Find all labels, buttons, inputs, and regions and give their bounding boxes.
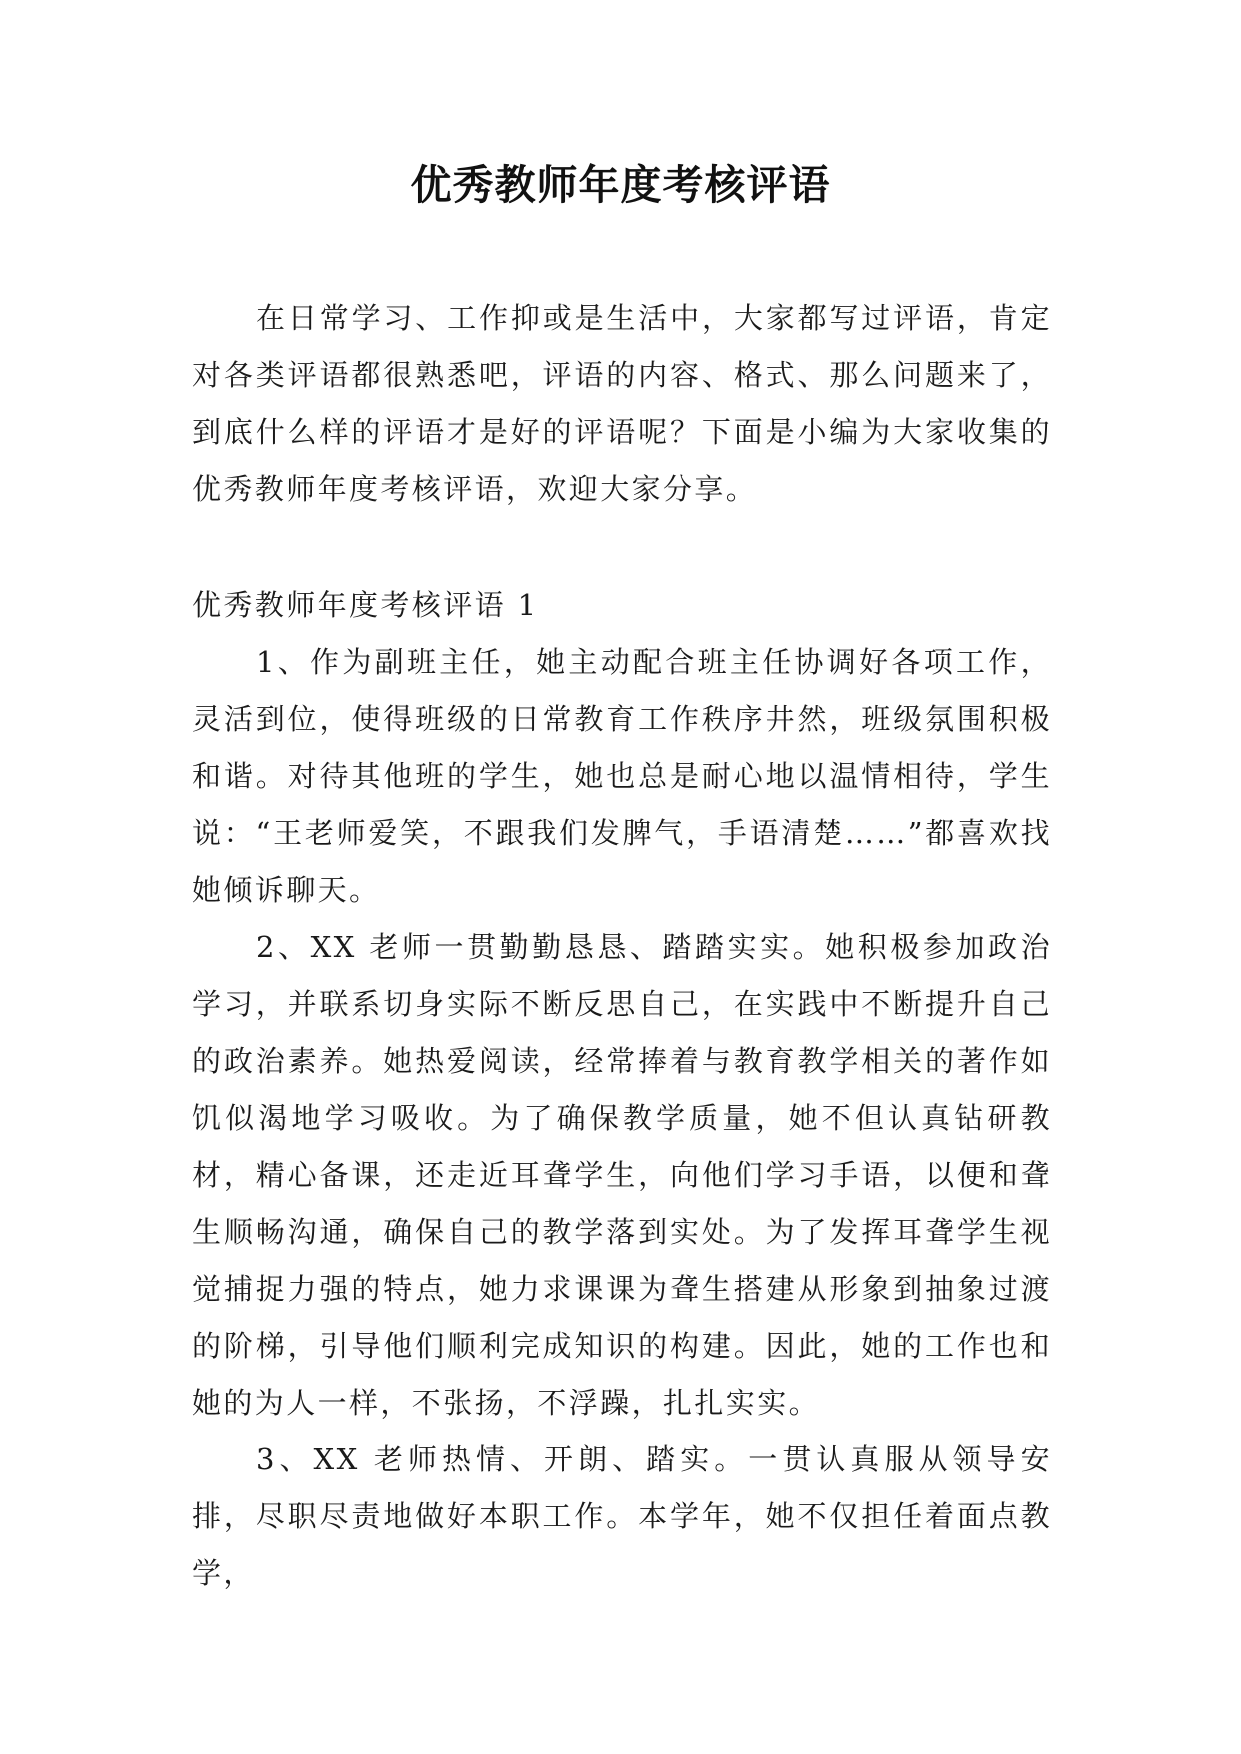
comment-item-1: 1、作为副班主任，她主动配合班主任协调好各项工作，灵活到位，使得班级的日常教育工作秩序井然，班级氛围积极和谐。对待其他班的学生，她也总是耐心地以温情相待，学生说：“王老师爱笑，不跟我们发脾气，手语清楚……”都喜欢找她倾诉聊天。 xyxy=(192,645,1052,907)
comment-item-2: 2、XX 老师一贯勤勤恳恳、踏踏实实。她积极参加政治学习，并联系切身实际不断反思自己，在实践中不断提升自己的政治素养。她热爱阅读，经常捧着与教育教学相关的著作如饥似渴地学习吸收。为了确保教学质量，她不但认真钻研教材，精心备课，还走近耳聋学生，向他们学习手语，以便和聋生顺畅沟通，确保自己的教学落到实处。为了发挥耳聋学生视觉捕捉力强的特点，她力求课课为聋生搭建从形象到抽象过渡的阶梯，引导他们顺利完成知识的构建。因此，她的工作也和她的为人一样，不张扬，不浮躁，扎扎实实。 xyxy=(192,930,1052,1420)
intro-paragraph: 在日常学习、工作抑或是生活中，大家都写过评语，肯定对各类评语都很熟悉吧，评语的内容、格式、那么问题来了，到底什么样的评语才是好的评语呢？下面是小编为大家收集的优秀教师年度考核评语，欢迎大家分享。 xyxy=(192,301,1052,506)
document-title: 优秀教师年度考核评语 xyxy=(410,161,831,209)
comment-item-3: 3、XX 老师热情、开朗、踏实。一贯认真服从领导安排，尽职尽责地做好本职工作。本学年，她不仅担任着面点教学， xyxy=(192,1442,1052,1590)
section-heading: 优秀教师年度考核评语 1 xyxy=(192,588,539,622)
